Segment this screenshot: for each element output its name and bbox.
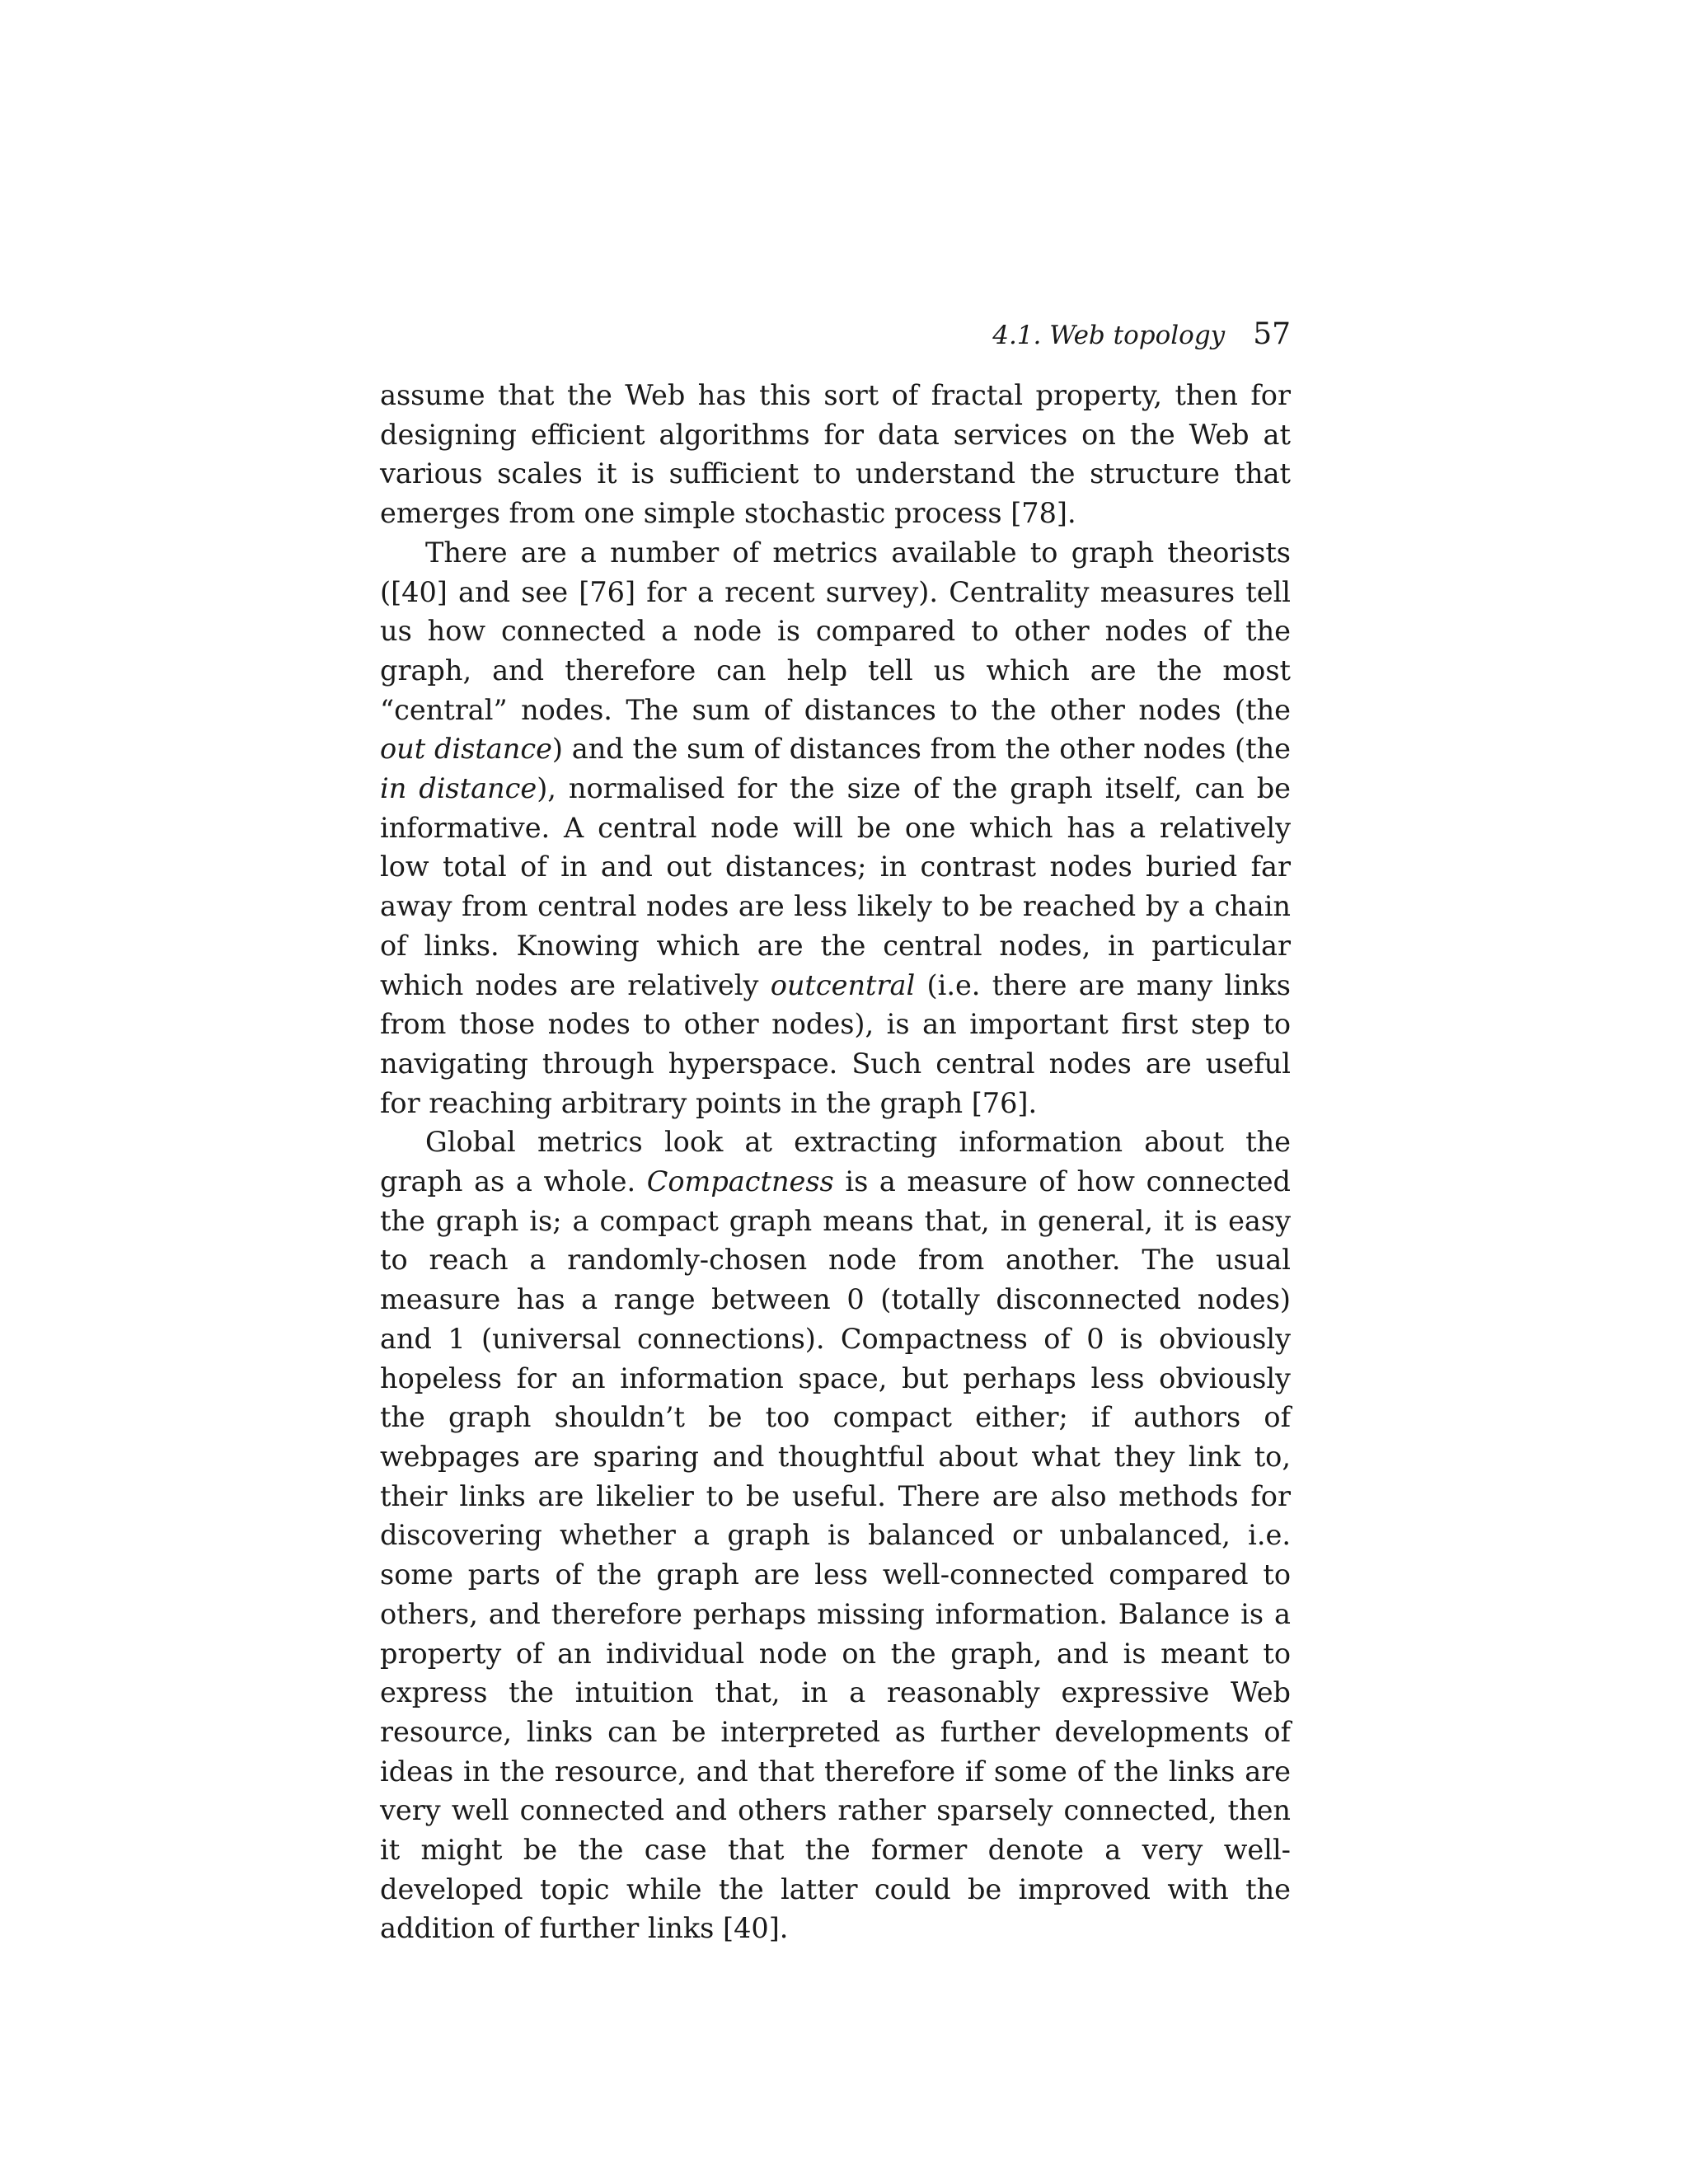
paragraph-3-text: Global metrics look at extracting information about the graph as a whole.	[380, 1126, 1291, 1198]
paragraph-2-text: (i.e. there are many links from those nodes to other nodes), is an important first step to navigating through hyperspace. Such central nodes are useful for reaching arbitrary points in the graph [76].	[380, 968, 1291, 1119]
term-in-distance: in distance	[380, 772, 537, 805]
paragraph-2-text: ) and the sum of distances from the other nodes (the	[551, 733, 1291, 766]
paragraph-3	[380, 1122, 1291, 1948]
body-text	[380, 376, 1291, 1948]
page-number: 57	[1253, 317, 1291, 351]
paragraph-2	[380, 533, 1291, 1123]
paragraph-2-text: ), normalised for the size of the graph itself, can be informative. A central node will be one which has a relatively low total of in and out distances; in contrast nodes buried far away from central nodes are less likely to be reached by a chain of links. Knowing which are the central nodes, in particular which nodes are relatively	[380, 772, 1291, 1001]
paragraph-1	[380, 376, 1291, 533]
paragraph-1-text: assume that the Web has this sort of fractal property, then for designing efficient algorithms for data services on the Web at various scales it is sufficient to understand the structure that emerges from one simple stochastic process [78].	[380, 379, 1291, 530]
paragraph-2-text: There are a number of metrics available to graph theorists ([40] and see [76] for a recent survey). Centrality measures tell us how connected a node is compared to other nodes of the graph, and therefore can help tell us which are the most “central” nodes. The sum of distances to the other nodes (the	[380, 536, 1291, 726]
paragraph-3-text: is a measure of how connected the graph is; a compact graph means that, in general, it is easy to reach a randomly-chosen node from another. The usual measure has a range between 0 (totally disconnected nodes) and 1 (universal connections). Compactness of 0 is obviously hopeless for an information space, but perhaps less obviously the graph shouldn’t be too compact either; if authors of webpages are sparing and thoughtful about what they link to, their links are likelier to be useful. There are also methods for discovering whether a graph is balanced or unbalanced, i.e. some parts of the graph are less well-connected compared to others, and therefore perhaps missing information. Balance is a property of an individual node on the graph, and is meant to express the intuition that, in a reasonably expressive Web resource, links can be interpreted as further developments of ideas in the resource, and that therefore if some of the links are very well connected and others rather sparsely connected, then it might be the case that the former denote a very well-developed topic while the latter could be improved with the addition of further links [40].	[380, 1165, 1292, 1945]
running-head-section: 4.1. Web topology	[992, 321, 1226, 350]
term-out-central: outcentral	[770, 968, 916, 1001]
term-out-distance: out distance	[380, 733, 552, 766]
term-compactness: Compactness	[646, 1165, 834, 1198]
running-head	[380, 312, 1291, 359]
